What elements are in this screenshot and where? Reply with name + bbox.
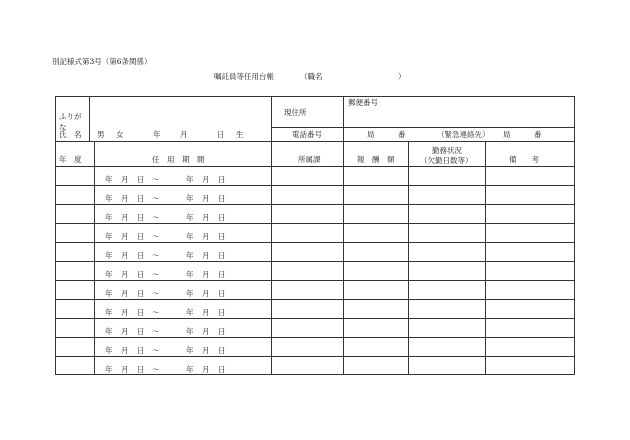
row-remarks-cell[interactable] <box>486 233 573 245</box>
phone-label: 電話番号 <box>292 130 322 139</box>
period-nichi-label: 日 <box>218 346 226 355</box>
period-gatsu-label: 月 <box>121 175 129 184</box>
period-gatsu-label: 月 <box>202 232 210 241</box>
row-pay-cell[interactable] <box>344 309 407 321</box>
row-pay-cell[interactable] <box>344 290 407 302</box>
furigana-divider <box>89 96 90 141</box>
period-nen-label: 年 <box>186 175 194 184</box>
period-nen-label: 年 <box>186 365 194 374</box>
period-nichi-label: 日 <box>218 251 226 260</box>
period-gatsu-label: 月 <box>121 251 129 260</box>
job-name-close: ） <box>398 72 406 81</box>
period-nen-label: 年 <box>105 270 113 279</box>
row-department-cell[interactable] <box>272 309 342 321</box>
period-nichi-label: 日 <box>218 213 226 222</box>
period-tilde-label: ～ <box>152 175 160 184</box>
period-nichi-label: 日 <box>137 346 145 355</box>
period-nen-label: 年 <box>105 308 113 317</box>
birth-year-label: 年 <box>153 130 161 139</box>
period-gatsu-label: 月 <box>202 308 210 317</box>
period-tilde-label: ～ <box>152 194 160 203</box>
row-remarks-cell[interactable] <box>486 271 573 283</box>
period-tilde-label: ～ <box>152 213 160 222</box>
period-nen-label: 年 <box>186 289 194 298</box>
period-tilde-label: ～ <box>152 289 160 298</box>
row-fiscal-year-cell[interactable] <box>56 214 94 226</box>
period-tilde-label: ～ <box>152 270 160 279</box>
row-attendance-cell[interactable] <box>409 271 484 283</box>
col-header-attendance: 勤務状況 <box>432 146 462 155</box>
period-nichi-label: 日 <box>137 251 145 260</box>
table-border-top <box>55 96 575 97</box>
birth-suffix-label: 生 <box>236 130 244 139</box>
col-header-remarks: 備 考 <box>509 155 539 164</box>
period-nichi-label: 日 <box>137 175 145 184</box>
column-header-bottom <box>55 166 575 167</box>
row-attendance-cell[interactable] <box>409 214 484 226</box>
row-department-cell[interactable] <box>272 290 342 302</box>
row-attendance-cell[interactable] <box>409 309 484 321</box>
table-border-right <box>574 96 575 375</box>
row-fiscal-year-cell[interactable] <box>56 271 94 283</box>
row-fiscal-year-cell[interactable] <box>56 309 94 321</box>
period-nichi-label: 日 <box>137 213 145 222</box>
row-pay-cell[interactable] <box>344 252 407 264</box>
period-nichi-label: 日 <box>137 289 145 298</box>
header-section-bottom <box>55 141 575 142</box>
period-nen-label: 年 <box>186 251 194 260</box>
address-label-divider <box>343 96 344 141</box>
period-nichi-label: 日 <box>137 308 145 317</box>
period-nen-label: 年 <box>105 346 113 355</box>
row-fiscal-year-cell[interactable] <box>56 176 94 188</box>
col-header-attendance-sub: （欠勤日数等） <box>420 156 473 165</box>
address-divider <box>271 127 575 128</box>
row-pay-cell[interactable] <box>344 366 407 378</box>
row-department-cell[interactable] <box>272 233 342 245</box>
period-gatsu-label: 月 <box>202 365 210 374</box>
period-gatsu-label: 月 <box>121 232 129 241</box>
job-name-label: （職名 <box>300 72 323 81</box>
emergency-exchange-label: 局 <box>503 130 511 139</box>
row-attendance-cell[interactable] <box>409 195 484 207</box>
period-tilde-label: ～ <box>152 232 160 241</box>
period-nen-label: 年 <box>186 194 194 203</box>
row-remarks-cell[interactable] <box>486 366 573 378</box>
period-nen-label: 年 <box>105 232 113 241</box>
period-tilde-label: ～ <box>152 365 160 374</box>
form-reference: 別記様式第3号（第6条関係） <box>52 57 152 66</box>
phone-exchange-label: 局 <box>367 130 375 139</box>
row-remarks-cell[interactable] <box>486 290 573 302</box>
period-nen-label: 年 <box>105 289 113 298</box>
col-header-department: 所属課 <box>298 155 321 164</box>
phone-number-label: 番 <box>398 130 406 139</box>
row-attendance-cell[interactable] <box>409 366 484 378</box>
row-department-cell[interactable] <box>272 347 342 359</box>
furigana-label: ふりがな <box>59 112 82 133</box>
period-nen-label: 年 <box>105 365 113 374</box>
period-gatsu-label: 月 <box>202 270 210 279</box>
period-gatsu-label: 月 <box>202 194 210 203</box>
row-pay-cell[interactable] <box>344 195 407 207</box>
col-divider-year <box>94 141 95 375</box>
period-gatsu-label: 月 <box>202 346 210 355</box>
period-nen-label: 年 <box>186 270 194 279</box>
period-nichi-label: 日 <box>137 194 145 203</box>
period-nichi-label: 日 <box>218 289 226 298</box>
period-nichi-label: 日 <box>137 270 145 279</box>
row-fiscal-year-cell[interactable] <box>56 328 94 340</box>
female-option[interactable]: 女 <box>116 130 124 139</box>
row-remarks-cell[interactable] <box>486 347 573 359</box>
current-address-label: 現住所 <box>284 108 307 117</box>
row-department-cell[interactable] <box>272 328 342 340</box>
row-pay-cell[interactable] <box>344 233 407 245</box>
period-nen-label: 年 <box>105 194 113 203</box>
row-remarks-cell[interactable] <box>486 176 573 188</box>
row-department-cell[interactable] <box>272 195 342 207</box>
period-tilde-label: ～ <box>152 308 160 317</box>
period-gatsu-label: 月 <box>121 308 129 317</box>
row-fiscal-year-cell[interactable] <box>56 347 94 359</box>
period-nen-label: 年 <box>105 175 113 184</box>
row-fiscal-year-cell[interactable] <box>56 290 94 302</box>
row-attendance-cell[interactable] <box>409 176 484 188</box>
period-nichi-label: 日 <box>218 175 226 184</box>
period-nichi-label: 日 <box>218 365 226 374</box>
period-gatsu-label: 月 <box>121 270 129 279</box>
row-attendance-cell[interactable] <box>409 290 484 302</box>
row-remarks-cell[interactable] <box>486 328 573 340</box>
row-attendance-cell[interactable] <box>409 328 484 340</box>
row-pay-cell[interactable] <box>344 271 407 283</box>
row-remarks-cell[interactable] <box>486 252 573 264</box>
birth-month-label: 月 <box>180 130 188 139</box>
period-nichi-label: 日 <box>137 232 145 241</box>
emergency-contact-label: （緊急連絡先） <box>437 130 490 139</box>
period-gatsu-label: 月 <box>121 365 129 374</box>
period-gatsu-label: 月 <box>202 175 210 184</box>
row-remarks-cell[interactable] <box>486 214 573 226</box>
period-nichi-label: 日 <box>137 365 145 374</box>
row-department-cell[interactable] <box>272 271 342 283</box>
row-remarks-cell[interactable] <box>486 195 573 207</box>
period-nen-label: 年 <box>105 251 113 260</box>
period-tilde-label: ～ <box>152 327 160 336</box>
birth-day-label: 日 <box>217 130 225 139</box>
row-remarks-cell[interactable] <box>486 309 573 321</box>
period-nichi-label: 日 <box>218 194 226 203</box>
period-nen-label: 年 <box>186 308 194 317</box>
row-department-cell[interactable] <box>272 176 342 188</box>
row-attendance-cell[interactable] <box>409 233 484 245</box>
period-nen-label: 年 <box>186 346 194 355</box>
row-department-cell[interactable] <box>272 366 342 378</box>
row-department-cell[interactable] <box>272 214 342 226</box>
period-tilde-label: ～ <box>152 346 160 355</box>
period-gatsu-label: 月 <box>202 289 210 298</box>
emergency-number-label: 番 <box>534 130 542 139</box>
row-attendance-cell[interactable] <box>409 252 484 264</box>
col-header-fiscal-year: 年 度 <box>59 155 82 164</box>
period-nen-label: 年 <box>186 232 194 241</box>
male-option[interactable]: 男 <box>97 130 105 139</box>
period-nen-label: 年 <box>186 327 194 336</box>
row-attendance-cell[interactable] <box>409 347 484 359</box>
period-nichi-label: 日 <box>218 308 226 317</box>
period-nen-label: 年 <box>186 213 194 222</box>
row-pay-cell[interactable] <box>344 347 407 359</box>
period-gatsu-label: 月 <box>202 213 210 222</box>
period-nichi-label: 日 <box>218 232 226 241</box>
row-pay-cell[interactable] <box>344 176 407 188</box>
period-gatsu-label: 月 <box>121 346 129 355</box>
row-fiscal-year-cell[interactable] <box>56 252 94 264</box>
period-gatsu-label: 月 <box>121 213 129 222</box>
period-gatsu-label: 月 <box>202 251 210 260</box>
col-header-pay: 報 酬 額 <box>357 155 395 164</box>
period-tilde-label: ～ <box>152 251 160 260</box>
row-department-cell[interactable] <box>272 252 342 264</box>
period-nichi-label: 日 <box>218 327 226 336</box>
row-pay-cell[interactable] <box>344 328 407 340</box>
col-header-period: 任 用 期 間 <box>152 155 205 164</box>
row-fiscal-year-cell[interactable] <box>56 233 94 245</box>
period-nichi-label: 日 <box>137 327 145 336</box>
name-label: 氏 名 <box>59 130 82 139</box>
row-fiscal-year-cell[interactable] <box>56 366 94 378</box>
period-gatsu-label: 月 <box>121 194 129 203</box>
period-nen-label: 年 <box>105 213 113 222</box>
row-fiscal-year-cell[interactable] <box>56 195 94 207</box>
period-gatsu-label: 月 <box>121 289 129 298</box>
row-pay-cell[interactable] <box>344 214 407 226</box>
period-nen-label: 年 <box>105 327 113 336</box>
postal-code-label: 郵便番号 <box>348 98 378 107</box>
document-title: 嘱託員等任用台帳 <box>214 72 274 81</box>
period-gatsu-label: 月 <box>121 327 129 336</box>
period-nichi-label: 日 <box>218 270 226 279</box>
period-gatsu-label: 月 <box>202 327 210 336</box>
